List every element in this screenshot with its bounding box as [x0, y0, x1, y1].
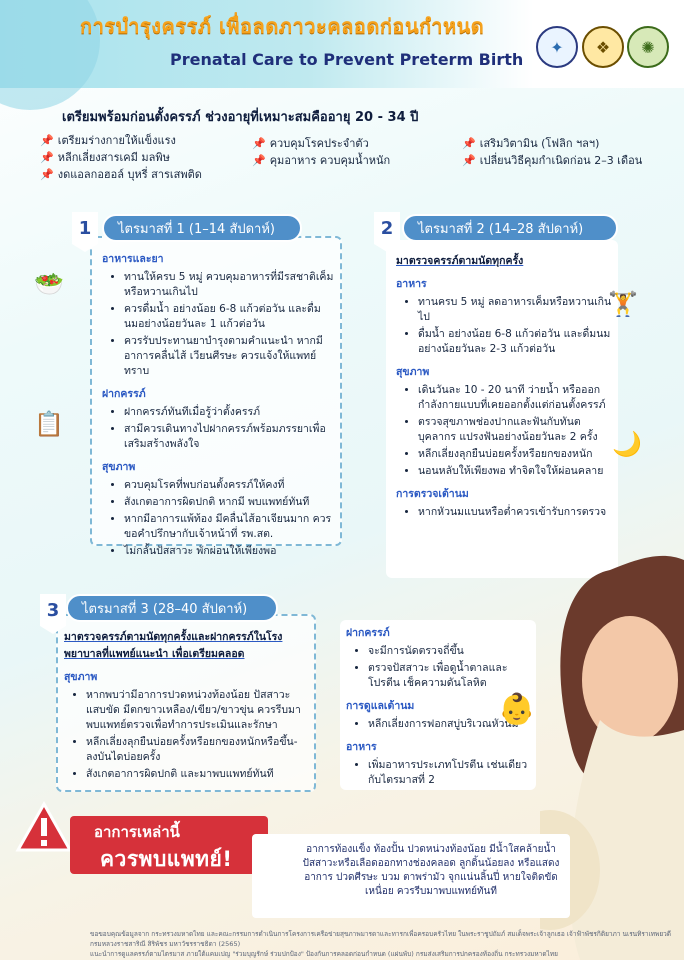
list — [64, 688, 308, 782]
list — [102, 405, 334, 452]
org-logo-2-icon: ❖ — [582, 26, 624, 68]
pushpin-icon: 📌 — [40, 168, 54, 181]
org-logo-1-icon: ✦ — [536, 26, 578, 68]
warning-line-1: อาการเหล่านี้ — [94, 823, 180, 841]
list-item: • ตรวจปัสสาวะ เพื่อดูน้ำตาลและโปรตีน เช็คความดันโลหิต — [368, 661, 532, 691]
prep-item: 📌 เสริมวิตามิน (โฟลิก ฯลฯ) — [462, 137, 600, 150]
pushpin-icon: 📌 — [40, 151, 54, 164]
list-item: • ตรวจสุขภาพช่องปากและฟันกับทันตบุคลากร แปรงฟันอย่างน้อยวันละ 2 ครั้ง — [418, 415, 612, 445]
trimester-3-label: ไตรมาสที่ 3 (28–40 สัปดาห์) — [66, 594, 278, 622]
pushpin-icon: 📌 — [252, 137, 266, 150]
list-item: • ดื่มน้ำ อย่างน้อย 6-8 แก้วต่อวัน และดื่มนมอย่างน้อยวันละ 2-3 แก้วต่อวัน — [418, 327, 612, 357]
prep-item: 📌 ควบคุมโรคประจำตัว — [252, 137, 369, 150]
list — [346, 644, 532, 691]
section-title: ฝากครรภ์ — [346, 627, 390, 639]
pushpin-icon: 📌 — [252, 154, 266, 167]
list — [396, 383, 612, 479]
trimester-2-number: 2 — [374, 212, 400, 244]
section-title: ฝากครรภ์ — [102, 388, 146, 400]
prep-item: 📌 เตรียมร่างกายให้แข็งแรง — [40, 134, 176, 147]
warning-line-2: ควรพบแพทย์! — [100, 847, 233, 871]
dumbbell-heart-icon: 🏋 — [608, 290, 638, 318]
list-item: • หลีกเลี่ยงการฟอกสบู่บริเวณหัวนม — [368, 717, 532, 732]
list-item: • หากหัวนมแบนหรือต่ำควรเข้ารับการตรวจ — [418, 505, 612, 520]
footer-credits — [90, 929, 680, 959]
clipboard-health-icon: 📋 — [34, 410, 64, 438]
food-icon: 🥗 — [34, 270, 64, 298]
list-item: • ทานให้ครบ 5 หมู่ ควบคุมอาหารที่มีรสชาติเค็มหรือหวานเกินไป — [124, 270, 334, 300]
trimester-3-content — [64, 624, 308, 784]
list — [396, 505, 612, 520]
list-item: • สามีควรเดินทางไปฝากครรภ์พร้อมภรรยาเพื่อเสริมสร้างพลังใจ — [124, 422, 334, 452]
pushpin-icon: 📌 — [462, 154, 476, 167]
prep-item: 📌 งดแอลกอฮอล์ บุหรี่ สารเสพติด — [40, 168, 202, 181]
list-item: • หลีกเลี่ยงลุกยืนบ่อยครั้งหรือยกของหนัก — [418, 447, 612, 462]
section-title: สุขภาพ — [64, 671, 98, 683]
list-item: • หากมีอาการแพ้ท้อง มีคลื่นไส้อาเจียนมาก ควรขอคำปรึกษากับเจ้าหน้าที่ รพ.สต. — [124, 512, 334, 542]
prep-item: 📌 เปลี่ยนวิธีคุมกำเนิดก่อน 2–3 เดือน — [462, 154, 643, 167]
list-item: • จะมีการนัดตรวจถี่ขึ้น — [368, 644, 532, 659]
trimester-1-number: 1 — [72, 212, 98, 244]
footer-line-2: แนะนำการดูแลครรภ์ตามไตรมาส ภายใต้แคมเปญ "ร่วมบุญรักษ์ ร่วมปกป้อง" ป้องกันการคลอดก่อนกำหนด (แผ่นพับ) กรมส่งเสริมการปกครองท้องถิ่น กระทรวงมหาดไทย — [90, 950, 558, 958]
list-item: • ควรดื่มน้ำ อย่างน้อย 6-8 แก้วต่อวัน และดื่มนมอย่างน้อยวันละ 1 แก้วต่อวัน — [124, 302, 334, 332]
warning-triangle-icon — [14, 800, 74, 854]
list-item: • ทานครบ 5 หมู่ ลดอาหารเค็มหรือหวานเกินไป — [418, 295, 612, 325]
prep-title: เตรียมพร้อมก่อนตั้งครรภ์ ช่วงอายุที่เหมาะสมคืออายุ 20 - 34 ปี — [62, 110, 419, 125]
prep-item: 📌 หลีกเลี่ยงสารเคมี มลพิษ — [40, 151, 170, 164]
warning-text: อาการท้องแข็ง ท้องปั้น ปวดหน่วงท้องน้อย มีน้ำใสคล้ายน้ำปัสสาวะหรือเลือดออกทางช่องคลอด ลูกดิ้นน้อยลง หรือแสดงอาการ ปวดศีรษะ บวม ตาพร่ามัว จุกแน่นลิ้นปี่ หายใจติดขัด เหนื่อย ควรรีบมาพบแพทย์ทันที — [302, 844, 560, 897]
section-title: สุขภาพ — [396, 366, 430, 378]
list-item: • หากพบว่ามีอาการปวดหน่วงท้องน้อย ปัสสาวะแสบขัด มีตกขาวเหลือง/เขียว/ขาวขุ่น ควรรีบมาพบแพทย์ตรวจเพื่อทำการประเมินและรักษา — [86, 688, 308, 733]
trimester-1-label: ไตรมาสที่ 1 (1–14 สัปดาห์) — [102, 214, 302, 242]
trimester-1-content — [102, 244, 334, 561]
list — [346, 758, 532, 788]
org-logo-3-icon: ✺ — [627, 26, 669, 68]
section-title: อาหาร — [396, 278, 427, 290]
trimester-2-label: ไตรมาสที่ 2 (14–28 สัปดาห์) — [402, 214, 618, 242]
header-banner — [0, 0, 684, 88]
list — [102, 478, 334, 559]
trimester-3-number: 3 — [40, 594, 66, 626]
list-item: • ควบคุมโรคที่พบก่อนตั้งครรภ์ให้คงที่ — [124, 478, 334, 493]
title-english: Prenatal Care to Prevent Preterm Birth — [170, 50, 524, 69]
list-item: • ควรรับประทานยาบำรุงตามคำแนะนำ หากมีอาการคลื่นไส้ เวียนศีรษะ ควรแจ้งให้แพทย์ทราบ — [124, 334, 334, 379]
title-thai: การบำรุงครรภ์ เพื่อลดภาวะคลอดก่อนกำหนด — [80, 14, 485, 38]
section-title: การตรวจเต้านม — [396, 488, 469, 500]
prep-item: 📌 คุมอาหาร ควบคุมน้ำหนัก — [252, 154, 391, 167]
list-item: • ไม่กลั้นปัสสาวะ พักผ่อนให้เพียงพอ — [124, 544, 334, 559]
section-title: การดูแลเต้านม — [346, 700, 415, 712]
list-item: • นอนหลับให้เพียงพอ ทำจิตใจให้ผ่อนคลาย — [418, 464, 612, 479]
trimester-2-content — [396, 248, 612, 522]
sleep-moon-icon: 🌙 — [612, 430, 642, 458]
list-item: • สังเกตอาการผิดปกติ หากมี พบแพทย์ทันที — [124, 495, 334, 510]
list-item: • ฝากครรภ์ทันทีเมื่อรู้ว่าตั้งครรภ์ — [124, 405, 334, 420]
baby-womb-icon: 👶 — [498, 692, 536, 727]
list-item: • เดินวันละ 10 - 20 นาที ว่ายน้ำ หรือออกกำลังกายแบบที่เคยออกตั้งแต่ก่อนตั้งครรภ์ — [418, 383, 612, 413]
section-title: มาตรวจครรภ์ตามนัดทุกครั้งและฝากครรภ์ในโรงพยาบาลที่แพทย์แนะนำ เพื่อเตรียมคลอด — [64, 631, 283, 660]
footer-line-1: ขอขอบคุณข้อมูลจาก กระทรวงมหาดไทย และคณะกรรมการดำเนินการโครงการเครือข่ายสุขภาพมารดาและทารกเพื่อครอบครัวไทย ในพระราชูปถัมภ์ สมเด็จพระเจ้าลูกเธอ เจ้าฟ้าพัชรกิติยาภา นเรนทิราเทพยวดี กรมหลวงราชสาริณี สิริพัชร มหาวัชรราชธิดา (2565) — [90, 930, 672, 948]
section-title: สุขภาพ — [102, 461, 136, 473]
section-title: มาตรวจครรภ์ตามนัดทุกครั้ง — [396, 255, 524, 267]
pushpin-icon: 📌 — [462, 137, 476, 150]
list-item: • หลีกเลี่ยงลุกยืนบ่อยครั้งหรือยกของหนักหรือขึ้น-ลงบันไดบ่อยครั้ง — [86, 735, 308, 765]
list — [396, 295, 612, 357]
list-item: • เพิ่มอาหารประเภทโปรตีน เช่นเดียวกับไตรมาสที่ 2 — [368, 758, 532, 788]
pushpin-icon: 📌 — [40, 134, 54, 147]
list-item: • สังเกตอาการผิดปกติ และมาพบแพทย์ทันที — [86, 767, 308, 782]
section-title: อาหารและยา — [102, 253, 164, 265]
section-title: อาหาร — [346, 741, 377, 753]
list — [102, 270, 334, 379]
